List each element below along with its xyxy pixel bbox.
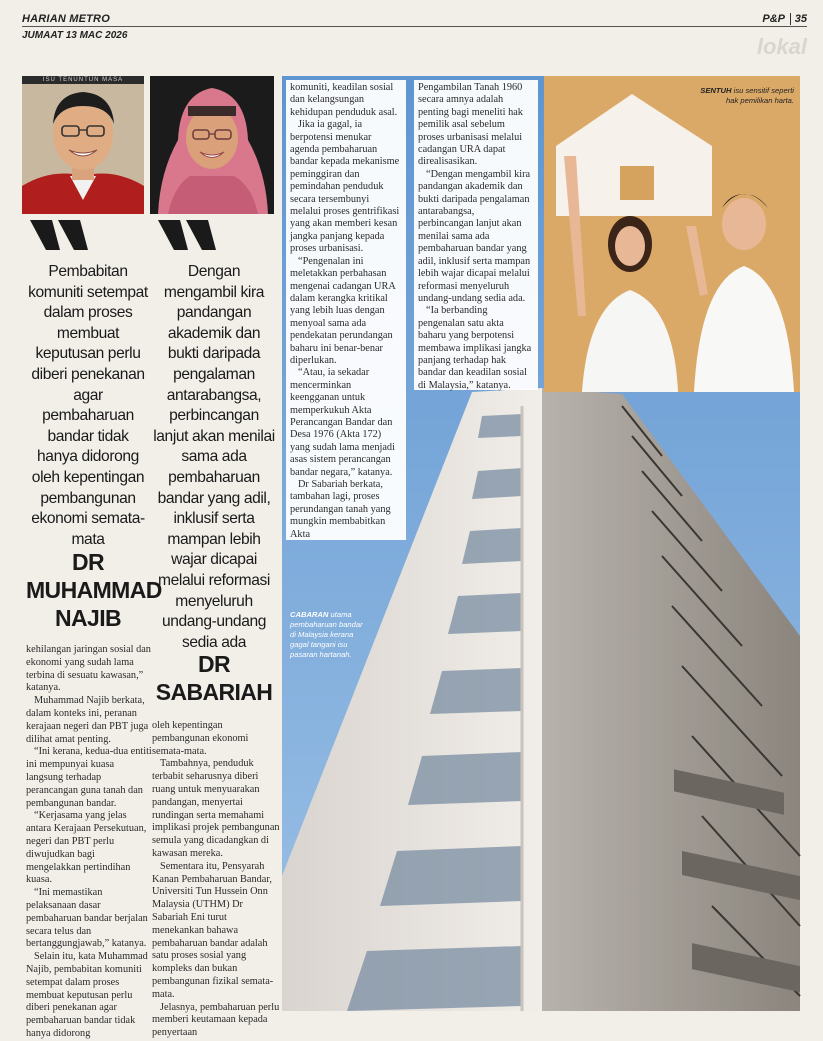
speaker-name-sabariah: DR SABARIAH bbox=[155, 651, 273, 705]
quote-mark-icon bbox=[158, 220, 222, 250]
article-paragraph: Dr Sabariah berkata, tambahan lagi, proses perundangan tanah yang mungkin membabitkan Akta bbox=[290, 479, 391, 540]
paper-name: HARIAN METRO bbox=[22, 13, 110, 25]
caption-text: utama pembaharuan bandar di Malaysia kerana gagal tangani isu pasaran hartanah. bbox=[290, 610, 363, 659]
article-paragraph: Pengambilan Tanah 1960 secara amnya adalah penting bagi meneliti hak pemilik asal sebelum proses urbanisasi melalui cadangan URA dapat direalisasikan. bbox=[418, 82, 523, 168]
article-paragraph: kehilangan jaringan sosial dan ekonomi yang sudah lama terbina di sesuatu kawasan,” katanya. bbox=[26, 644, 151, 694]
article-paragraph: “Atau, ia sekadar mencerminkan keengganan untuk memperkukuh Akta Perancangan Bandar dan Desa 1976 (Akta 172) yang sudah lama menjadi asas sistem perancangan bandar negara,” katanya. bbox=[290, 367, 395, 478]
article-paragraph: Selain itu, kata Muhammad Najib, pembabitan komuniti setempat dalam proses membuat keputusan perlu diberi penekanan agar pembaharuan bandar tidak hanya didorong bbox=[26, 951, 148, 1039]
article-paragraph: oleh kepentingan pembangunan ekonomi semata-mata. bbox=[152, 720, 249, 757]
masthead bbox=[22, 8, 807, 59]
portrait-dr-muhammad-najib bbox=[22, 76, 144, 214]
article-paragraph: Muhammad Najib berkata, dalam konteks ini, peranan kerajaan negeri dan PBT juga dilihat amat penting. bbox=[26, 695, 149, 745]
portrait-dr-sabariah bbox=[150, 76, 274, 214]
article-column-3 bbox=[286, 80, 406, 540]
issue-date: JUMAAT 13 MAC 2026 bbox=[22, 30, 128, 41]
caption-lead: CABARAN bbox=[290, 610, 329, 619]
portrait-strip-text: ISU TENUNTUN MASA bbox=[42, 77, 124, 83]
article-column-1 bbox=[26, 644, 152, 1041]
pull-quote-sabariah: Dengan mengambil kira pandangan akademik dan bukti daripada pengalaman antarabangsa, perbincangan lanjut akan menilai sama ada pembaharuan bandar yang adil, inklusif serta mampan lebih wajar dicapai melalui reformasi menyeluruh undang-undang sedia ada bbox=[153, 263, 275, 651]
speaker-name-najib: DR MUHAMMAD NAJIB bbox=[26, 549, 162, 631]
article-paragraph: komuniti, keadilan sosial dan kelangsungan kehidupan penduduk asal. bbox=[290, 82, 398, 118]
caption-lead: SENTUH bbox=[700, 86, 732, 95]
pull-quote-najib: Pembabitan komuniti setempat dalam proses membuat keputusan perlu diberi penekanan agar pembaharuan bandar tidak hanya didorong oleh kepentingan pembangunan ekonomi semata-mata bbox=[28, 263, 148, 548]
caption-text: isu sensitif seperti hak pemilikan harta. bbox=[726, 86, 794, 105]
masthead-rule bbox=[22, 26, 807, 27]
article-paragraph: “Ini kerana, kedua-dua entiti ini mempunyai kuasa langsung terhadap perancangan guna tanah dan pembangunan bandar. bbox=[26, 746, 152, 809]
section-watermark: lokal bbox=[756, 34, 807, 59]
article-paragraph: Sementara itu, Pensyarah Kanan Pembaharuan Bandar, Universiti Tun Hussein Onn Malaysia (UTHM) Dr Sabariah Eni turut menekankan bahawa pembaharuan bandar adalah satu proses sosial yang kompleks dan bukan pembangunan fizikal semata-mata. bbox=[152, 860, 274, 1000]
article-column-2 bbox=[152, 720, 280, 1040]
quote-mark-icon bbox=[30, 220, 94, 250]
page-number: 35 bbox=[790, 13, 807, 25]
section-label: P&P bbox=[762, 13, 785, 25]
article-paragraph: Jelasnya, pembaharuan perlu memberi keutamaan kepada penyertaan bbox=[152, 1001, 280, 1039]
article-paragraph: “Ini memastikan pelaksanaan dasar pembaharuan bandar berjalan secara telus dan bertanggungjawab,” katanya. bbox=[26, 887, 148, 950]
article-paragraph: “Kerjasama yang jelas antara Kerajaan Persekutuan, negeri dan PBT perlu diwujudkan bagi mengelakkan pertindihan kuasa. bbox=[26, 810, 147, 886]
article-paragraph: “Dengan mengambil kira pandangan akademik dan bukti daripada pengalaman antarabangsa, perbincangan lanjut akan menilai sama ada pembaharuan bandar yang adil, inklusif serta mampan lebih wajar dicapai melalui reformasi menyeluruh undang-undang sedia ada. bbox=[418, 168, 531, 304]
building-caption bbox=[290, 610, 370, 660]
article-paragraph: Tambahnya, penduduk terbabit seharusnya diberi ruang untuk menyuarakan pandangan, menyertai rundingan serta memahami implikasi projek pembangunan semula yang dicadangkan di kawasan mereka. bbox=[152, 758, 280, 859]
article-paragraph: “Pengenalan ini meletakkan perbahasan mengenai cadangan URA dalam kerangka kritikal yang lebih luas dengan menyoal sama ada pendekatan perundangan baharu ini benar-benar diperlukan. bbox=[290, 255, 396, 366]
couple-caption bbox=[700, 86, 794, 106]
article-paragraph: Jika ia gagal, ia berpotensi menukar agenda pembaharuan bandar kepada mekanisme peminggiran dan pemindahan penduduk secara tersembunyi melalui proses gentrifikasi yang akan memberi kesan jangka panjang kepada proses urbanisasi. bbox=[290, 119, 400, 255]
article-column-4 bbox=[414, 80, 538, 390]
article-paragraph: “Ia berbanding pengenalan satu akta baharu yang berpotensi membawa implikasi jangka panjang terhadap hak bandar dan keadilan sosial di Malaysia,” katanya. bbox=[418, 305, 532, 391]
